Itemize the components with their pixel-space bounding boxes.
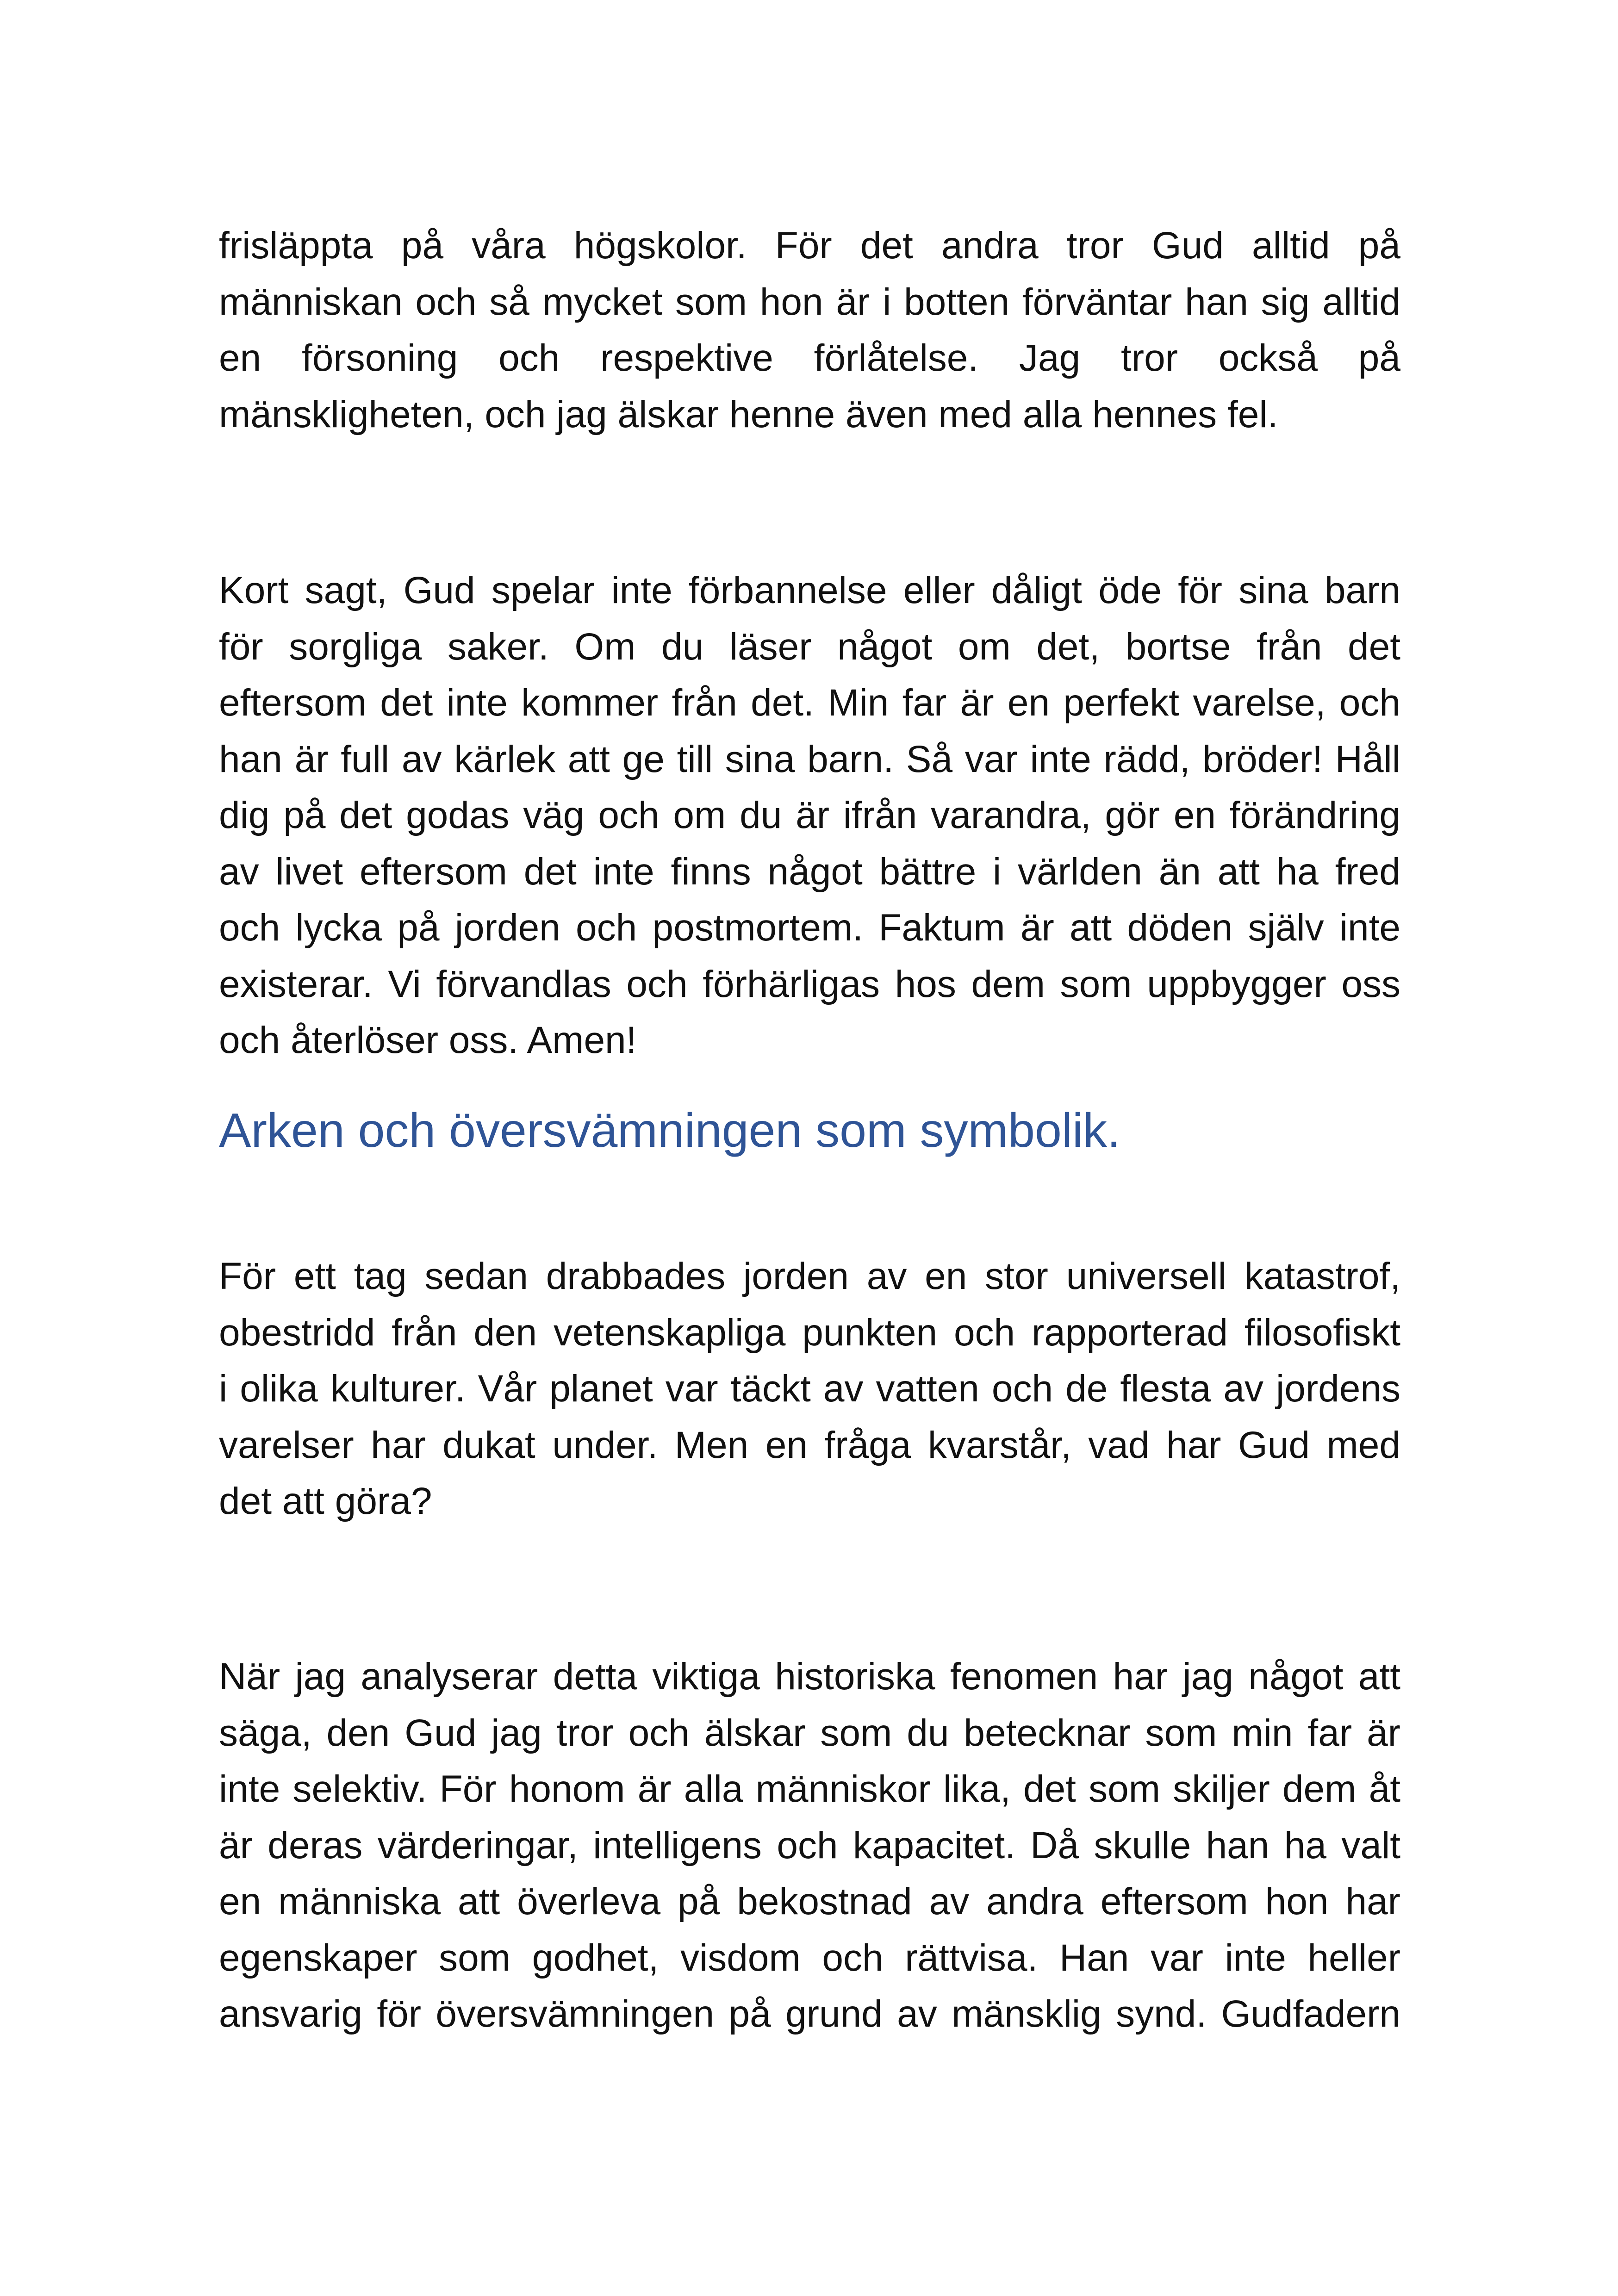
paragraph-line: säga, den Gud jag tror och älskar som du betecknar som min far är [219, 1711, 1400, 1754]
paragraph-line: en försoning och respektive förlåtelse. Jag tror också på [219, 337, 1400, 379]
paragraph-line: Kort sagt, Gud spelar inte förbannelse eller dåligt öde för sina barn [219, 569, 1400, 611]
paragraph-line: en människa att överleva på bekostnad av andra eftersom hon har [219, 1880, 1400, 1923]
paragraph-line: människan och så mycket som hon är i botten förväntar han sig alltid [219, 280, 1400, 323]
paragraph-line: och lycka på jorden och postmortem. Faktum är att döden själv inte [219, 907, 1400, 949]
paragraph-3 [219, 1248, 1400, 1530]
paragraph-line: av livet eftersom det inte finns något bättre i världen än att ha fred [219, 850, 1400, 893]
paragraph-line: varelser har dukat under. Men en fråga kvarstår, vad har Gud med [219, 1424, 1400, 1466]
paragraph-line: När jag analyserar detta viktiga historiska fenomen har jag något att [219, 1655, 1400, 1698]
paragraph-4 [219, 1649, 1400, 2042]
paragraph-line: i olika kulturer. Vår planet var täckt av vatten och de flesta av jordens [219, 1368, 1400, 1410]
paragraph-line: han är full av kärlek att ge till sina barn. Så var inte rädd, bröder! Håll [219, 738, 1400, 780]
paragraph-line: egenskaper som godhet, visdom och rättvisa. Han var inte heller [219, 1936, 1400, 1979]
paragraph-line: frisläppta på våra högskolor. För det andra tror Gud alltid på [219, 224, 1400, 267]
paragraph-line: för sorgliga saker. Om du läser något om det, bortse från det [219, 625, 1400, 668]
paragraph-2 [219, 562, 1400, 1069]
paragraph-line: existerar. Vi förvandlas och förhärligas hos dem som uppbygger oss [219, 963, 1400, 1005]
paragraph-line: är deras värderingar, intelligens och kapacitet. Då skulle han ha valt [219, 1824, 1400, 1867]
paragraph-1 [219, 218, 1400, 442]
paragraph-line: mänskligheten, och jag älskar henne även med alla hennes fel. [219, 393, 1278, 436]
paragraph-line: det att göra? [219, 1480, 432, 1522]
paragraph-line: eftersom det inte kommer från det. Min far är en perfekt varelse, och [219, 682, 1400, 724]
paragraph-line: För ett tag sedan drabbades jorden av en stor universell katastrof, [219, 1255, 1400, 1297]
paragraph-line: dig på det godas väg och om du är ifrån varandra, gör en förändring [219, 794, 1400, 836]
paragraph-line: inte selektiv. För honom är alla människor lika, det som skiljer dem åt [219, 1768, 1400, 1810]
section-heading: Arken och översvämningen som symbolik. [219, 1104, 1120, 1157]
paragraph-line: och återlöser oss. Amen! [219, 1019, 637, 1061]
paragraph-line: ansvarig för översvämningen på grund av mänsklig synd. Gudfadern [219, 1993, 1400, 2035]
paragraph-line: obestridd från den vetenskapliga punkten och rapporterad filosofiskt [219, 1311, 1400, 1354]
